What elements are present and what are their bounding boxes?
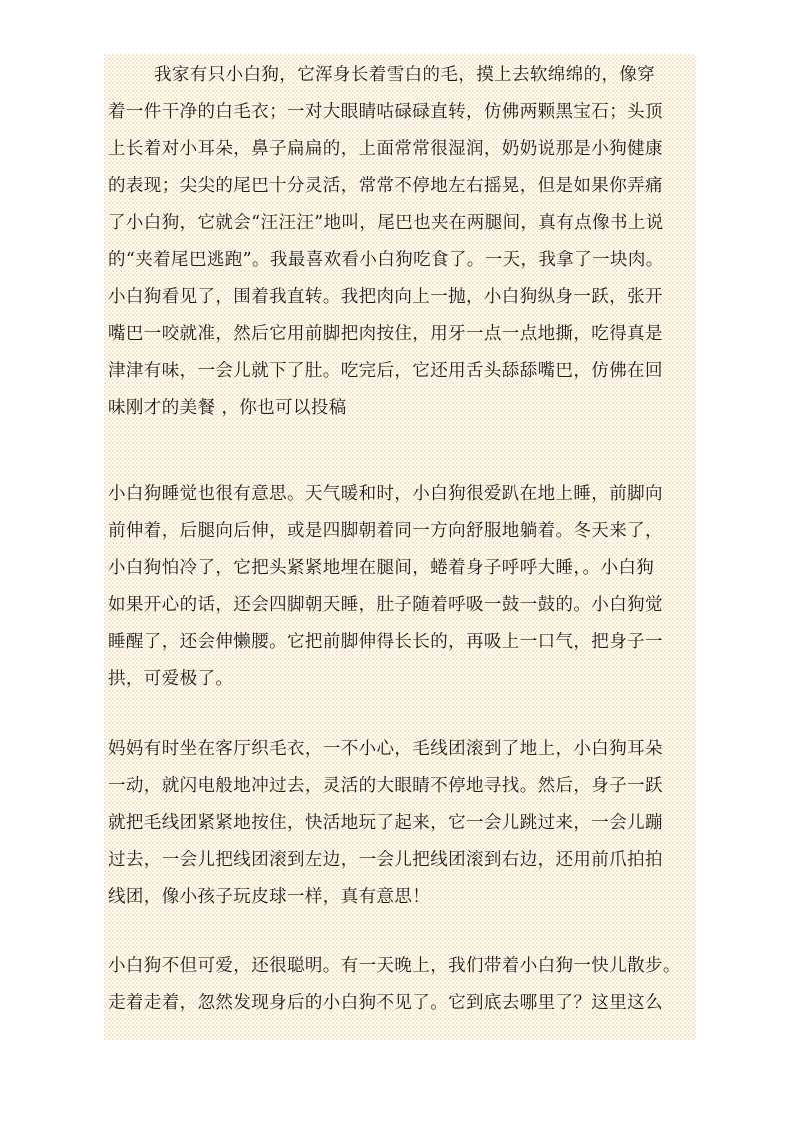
text-line: 一动，就闪电般地冲过去，灵活的大眼睛不停地寻找。然后，身子一跃 [108,776,663,796]
text-line: 了小白狗，它就会“汪汪汪”地叫，尾巴也夹在两腿间，真有点像书上说 [108,213,664,233]
paragraph-dog-clever [108,948,708,1022]
text-line: 着一件干净的白毛衣；一对大眼睛咕碌碌直转，仿佛两颗黑宝石；头顶 [108,102,663,122]
text-line: 小白狗看见了，围着我直转。我把肉向上一抛，小白狗纵身一跃，张开 [108,287,663,307]
text-line: 过去，一会儿把线团滚到左边，一会儿把线团滚到右边，还用前爪拍拍 [108,850,663,870]
document-page [104,54,696,1040]
text-line: 拱，可爱极了。 [108,669,234,689]
text-line: 的“夹着尾巴逃跑”。我最喜欢看小白狗吃食了。一天，我拿了一块肉。 [108,250,664,270]
text-line: 线团，像小孩子玩皮球一样，真有意思！ [108,887,431,907]
text-line: 如果开心的话，还会四脚朝天睡，肚子随着呼吸一鼓一鼓的。小白狗觉 [108,595,663,615]
text-line: 小白狗不但可爱，还很聪明。有一天晚上，我们带着小白狗一快儿散步。 [108,956,681,976]
text-line: 津津有味，一会儿就下了肚。吃完后，它还用舌头舔舔嘴巴，仿佛在回 [108,361,663,381]
text-line: 小白狗怕冷了，它把头紧紧地埋在腿间，蜷着身子呼呼大睡，。小白狗 [108,558,655,578]
text-line: 上长着对小耳朵，鼻子扁扁的，上面常常很湿润，奶奶说那是小狗健康 [108,139,663,159]
text-line: 嘴巴一咬就准，然后它用前脚把肉按住，用牙一点一点地撕，吃得真是 [108,324,663,344]
text-line: 就把毛线团紧紧地按住，快活地玩了起来，它一会儿跳过来，一会儿蹦 [108,813,663,833]
text-line: 妈妈有时坐在客厅织毛衣，一不小心，毛线团滚到了地上，小白狗耳朵 [108,739,663,759]
text-line: 我家有只小白狗，它浑身长着雪白的毛，摸上去软绵绵的，像穿 [154,65,656,85]
text-line: 的表现；尖尖的尾巴十分灵活，常常不停地左右摇晃，但是如果你弄痛 [108,176,663,196]
paragraph-dog-appearance [108,57,700,427]
text-line: 睡醒了，还会伸懒腰。它把前脚伸得长长的，再吸上一口气，把身子一 [108,632,663,652]
text-line: 小白狗睡觉也很有意思。天气暖和时，小白狗很爱趴在地上睡，前脚向 [108,484,663,504]
text-line: 味刚才的美餐 ，你也可以投稿 [108,398,347,418]
paragraph-dog-playing [108,731,700,916]
text-line: 走着走着，忽然发现身后的小白狗不见了。它到底去哪里了？这里这么 [108,993,663,1013]
paragraph-dog-sleeping [108,476,700,698]
text-line: 前伸着，后腿向后伸，或是四脚朝着同一方向舒服地躺着。冬天来了， [108,521,663,541]
